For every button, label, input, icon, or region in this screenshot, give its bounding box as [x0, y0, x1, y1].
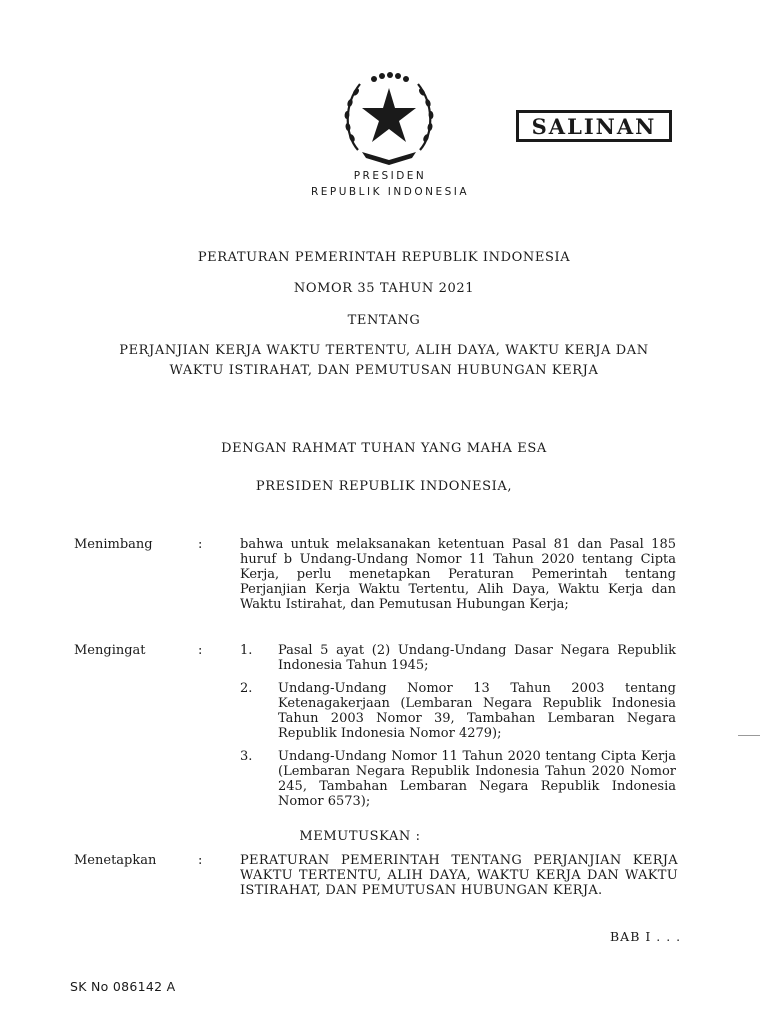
- preamble-rahmat: DENGAN RAHMAT TUHAN YANG MAHA ESA: [221, 441, 547, 456]
- menimbang-text: bahwa untuk melaksanakan ketentuan Pasal 81 dan Pasal 185 huruf b Undang-Undang Nomor 11 Tahun 2020 tentang Cipta Kerja, perlu menetapkan Peraturan Pemerintah tentang Perjanjian Kerja Waktu Tertentu, Alih Daya, Waktu Kerja dan Waktu Istirahat, dan Pemutusan Hubungan Kerja;: [240, 537, 676, 612]
- header-republic: REPUBLIK INDONESIA: [310, 186, 470, 198]
- mengingat-item-number: 1.: [240, 643, 253, 658]
- regulation-tentang: TENTANG: [347, 313, 421, 328]
- continuation-marker: BAB I . . .: [610, 929, 682, 944]
- salinan-stamp: [516, 110, 672, 142]
- mengingat-label: Mengingat: [74, 643, 146, 658]
- mengingat-item-number: 3.: [240, 749, 253, 764]
- menetapkan-colon: :: [198, 853, 203, 868]
- scan-mark: [738, 735, 760, 736]
- header-president: PRESIDEN: [353, 170, 427, 182]
- mengingat-colon: :: [198, 643, 203, 658]
- stamp-text: SALINAN: [531, 113, 657, 139]
- mengingat-item-number: 2.: [240, 681, 253, 696]
- mengingat-item-text: Pasal 5 ayat (2) Undang-Undang Dasar Negara Republik Indonesia Tahun 1945;: [278, 643, 676, 673]
- preamble-president: PRESIDEN REPUBLIK INDONESIA,: [255, 479, 513, 494]
- menetapkan-text: PERATURAN PEMERINTAH TENTANG PERJANJIAN KERJA WAKTU TERTENTU, ALIH DAYA, WAKTU KERJA DAN WAKTU ISTIRAHAT, DAN PEMUTUSAN HUBUNGAN KERJA.: [240, 853, 678, 898]
- mengingat-item-text: Undang-Undang Nomor 11 Tahun 2020 tentang Cipta Kerja (Lembaran Negara Republik Indonesia Tahun 2020 Nomor 245, Tambahan Lembaran Negara Republik Indonesia Nomor 6573);: [278, 749, 676, 809]
- memutuskan-heading: MEMUTUSKAN :: [299, 829, 421, 844]
- menetapkan-label: Menetapkan: [74, 853, 157, 868]
- regulation-number: NOMOR 35 TAHUN 2021: [293, 281, 475, 296]
- mengingat-item-text: Undang-Undang Nomor 13 Tahun 2003 tentang Ketenagakerjaan (Lembaran Negara Republik Indonesia Tahun 2003 Nomor 39, Tambahan Lembaran Negara Republik Indonesia Nomor 4279);: [278, 681, 676, 741]
- regulation-subject-line2: WAKTU ISTIRAHAT, DAN PEMUTUSAN HUBUNGAN KERJA: [169, 363, 599, 378]
- menimbang-label: Menimbang: [74, 537, 153, 552]
- regulation-title: PERATURAN PEMERINTAH REPUBLIK INDONESIA: [197, 250, 571, 265]
- regulation-subject-line1: PERJANJIAN KERJA WAKTU TERTENTU, ALIH DAYA, WAKTU KERJA DAN: [119, 343, 649, 358]
- garuda-star-emblem: [336, 70, 442, 166]
- footer-sk-number: SK No 086142 A: [70, 979, 176, 994]
- menimbang-colon: :: [198, 537, 203, 552]
